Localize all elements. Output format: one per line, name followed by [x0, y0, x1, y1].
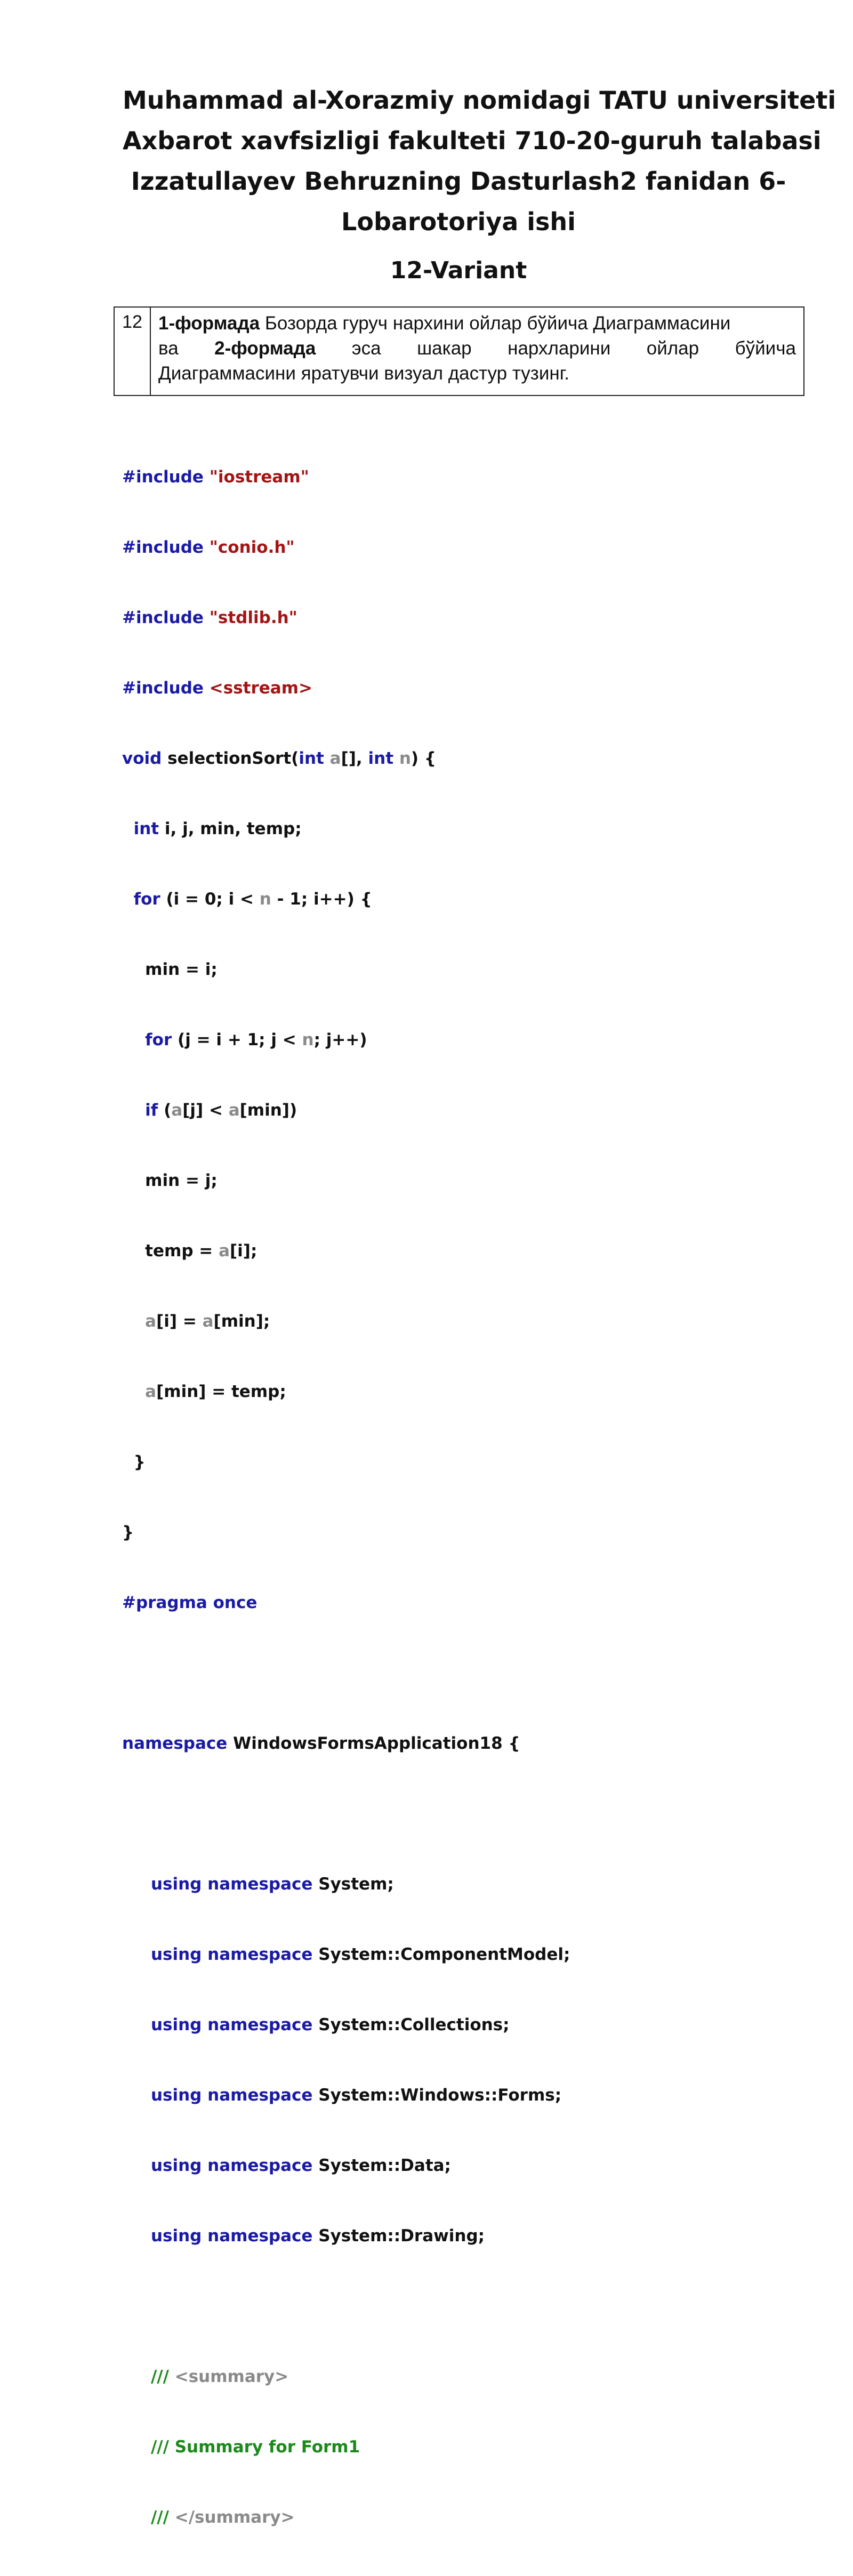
code-text: } [133, 1452, 146, 1472]
task-word-buyicha: бўйича [735, 338, 796, 359]
code-text: [min] = temp; [156, 1382, 286, 1401]
code-line [122, 887, 570, 911]
code-text: [j] < [182, 1101, 229, 1120]
code-text: [i] = [156, 1312, 203, 1331]
code-text: System::ComponentModel; [312, 1945, 570, 1964]
task-line-2 [158, 336, 796, 361]
code-keyword: using namespace [150, 2086, 313, 2105]
code-line [122, 1239, 570, 1263]
code-line [122, 1521, 570, 1544]
code-line [122, 2154, 570, 2177]
code-line [122, 1310, 570, 1333]
code-text: - 1; i++) { [271, 890, 372, 909]
code-comment: /// [150, 2367, 169, 2386]
code-text: System::Drawing; [312, 2226, 485, 2246]
code-comment-tag: <summary> [168, 2367, 289, 2386]
code-line [122, 536, 570, 559]
code-include: #include [122, 467, 204, 487]
code-keyword: namespace [122, 1734, 228, 1753]
code-param: a [171, 1101, 183, 1120]
code-line [122, 2506, 570, 2529]
form2-label: 2-формада [214, 338, 316, 359]
code-text: System::Data; [312, 2156, 451, 2175]
code-param: a [329, 749, 341, 768]
code-param: a [219, 1241, 230, 1261]
code-text: i, j, min, temp; [159, 819, 302, 838]
code-text: [i]; [230, 1241, 257, 1261]
code-param: n [399, 749, 411, 768]
code-line [122, 1591, 570, 1614]
code-text: selectionSort( [162, 749, 299, 768]
code-line [122, 1872, 570, 1896]
code-keyword: int [133, 819, 159, 838]
code-line [122, 465, 570, 489]
code-param: a [202, 1312, 214, 1331]
code-text: System::Collections; [312, 2015, 510, 2034]
code-keyword: using namespace [150, 1945, 313, 1964]
task-word-va: ва [158, 338, 179, 359]
code-keyword: for [145, 1030, 172, 1049]
task-number: 12 [115, 308, 151, 395]
code-include-file: "iostream" [209, 467, 309, 487]
task-line-1 [158, 311, 796, 336]
code-param: n [302, 1030, 314, 1049]
code-line [122, 1380, 570, 1403]
code-include-file: <sstream> [209, 679, 312, 698]
code-text: ) { [411, 749, 436, 768]
heading-line-2: Axbarot xavfsizligi fakulteti 710-20-guruh talabasi [123, 126, 822, 155]
code-text: [] [341, 749, 356, 768]
code-include: #include [122, 538, 204, 557]
code-keyword: for [133, 890, 160, 909]
task-description [151, 308, 803, 395]
heading-line-1: Muhammad al-Xorazmiy nomidagi TATU universiteti [123, 86, 836, 115]
heading-line-4: Lobarotoriya ishi [341, 207, 576, 236]
task-word-shakar: шакар [417, 338, 472, 359]
code-param: a [145, 1312, 157, 1331]
code-text: [min]) [239, 1101, 297, 1120]
code-line [122, 1943, 570, 1966]
variant-title: 12-Variant [390, 257, 527, 284]
code-text: ; j++) [313, 1030, 367, 1049]
code-text: min = i; [145, 960, 218, 979]
document-heading [123, 80, 836, 242]
code-text: [min]; [213, 1312, 270, 1331]
task-word-oylar: ойлар [646, 338, 699, 359]
code-keyword: using namespace [150, 1875, 313, 1894]
code-comment: /// [150, 2508, 169, 2527]
code-line [122, 1028, 570, 1052]
code-pragma: #pragma once [122, 1593, 257, 1612]
code-param: n [259, 890, 271, 909]
code-text: , [356, 749, 368, 768]
code-line [122, 2224, 570, 2248]
code-line [122, 747, 570, 770]
heading-line-3: Izzatullayev Behruzning Dasturlash2 fanidan 6- [131, 167, 786, 196]
code-line [122, 958, 570, 981]
code-line [122, 817, 570, 841]
code-comment: /// Summary for Form1 [150, 2437, 360, 2457]
code-line [122, 2084, 570, 2107]
code-blank-line [122, 1661, 570, 1685]
code-listing [122, 418, 570, 2576]
code-text: temp = [145, 1241, 219, 1261]
code-line [122, 1450, 570, 1474]
code-text: System; [312, 1875, 394, 1894]
code-keyword: int [299, 749, 324, 768]
code-text: System::Windows::Forms; [312, 2086, 562, 2105]
code-line [122, 1732, 570, 1755]
code-include: #include [122, 608, 204, 627]
form1-label: 1-формада [158, 313, 260, 334]
code-line [122, 2013, 570, 2037]
code-keyword: using namespace [150, 2156, 313, 2175]
task-line-3: Диаграммасини яратувчи визуал дастур тузинг. [158, 363, 569, 384]
code-line [122, 1099, 570, 1122]
code-keyword: int [368, 749, 394, 768]
code-line [122, 606, 570, 629]
task-text-1: Бозорда гуруч нархини ойлар бўйича Диаграммасини [260, 313, 731, 334]
task-table [114, 306, 804, 396]
code-line [122, 2365, 570, 2388]
code-text: (j = i + 1; j < [172, 1030, 302, 1049]
code-blank-line [122, 1802, 570, 1826]
code-line [122, 676, 570, 700]
code-include-file: "stdlib.h" [209, 608, 297, 627]
code-line [122, 2435, 570, 2459]
task-word-esa: эса [351, 338, 381, 359]
code-line [122, 1169, 570, 1192]
code-text: } [122, 1523, 134, 1542]
code-text: ( [158, 1101, 172, 1120]
code-blank-line [122, 2295, 570, 2318]
code-text: (i = 0; i < [160, 890, 260, 909]
code-param: a [228, 1101, 240, 1120]
code-include: #include [122, 679, 204, 698]
code-keyword: if [145, 1101, 158, 1120]
code-param: a [145, 1382, 157, 1401]
code-keyword: using namespace [150, 2015, 313, 2034]
code-keyword: void [122, 749, 162, 768]
task-word-narx: нархларини [508, 338, 611, 359]
code-text: WindowsFormsApplication18 { [227, 1734, 520, 1753]
code-text: min = j; [145, 1171, 218, 1190]
code-keyword: using namespace [150, 2226, 313, 2246]
code-comment-tag: </summary> [168, 2508, 295, 2527]
code-include-file: "conio.h" [209, 538, 295, 557]
